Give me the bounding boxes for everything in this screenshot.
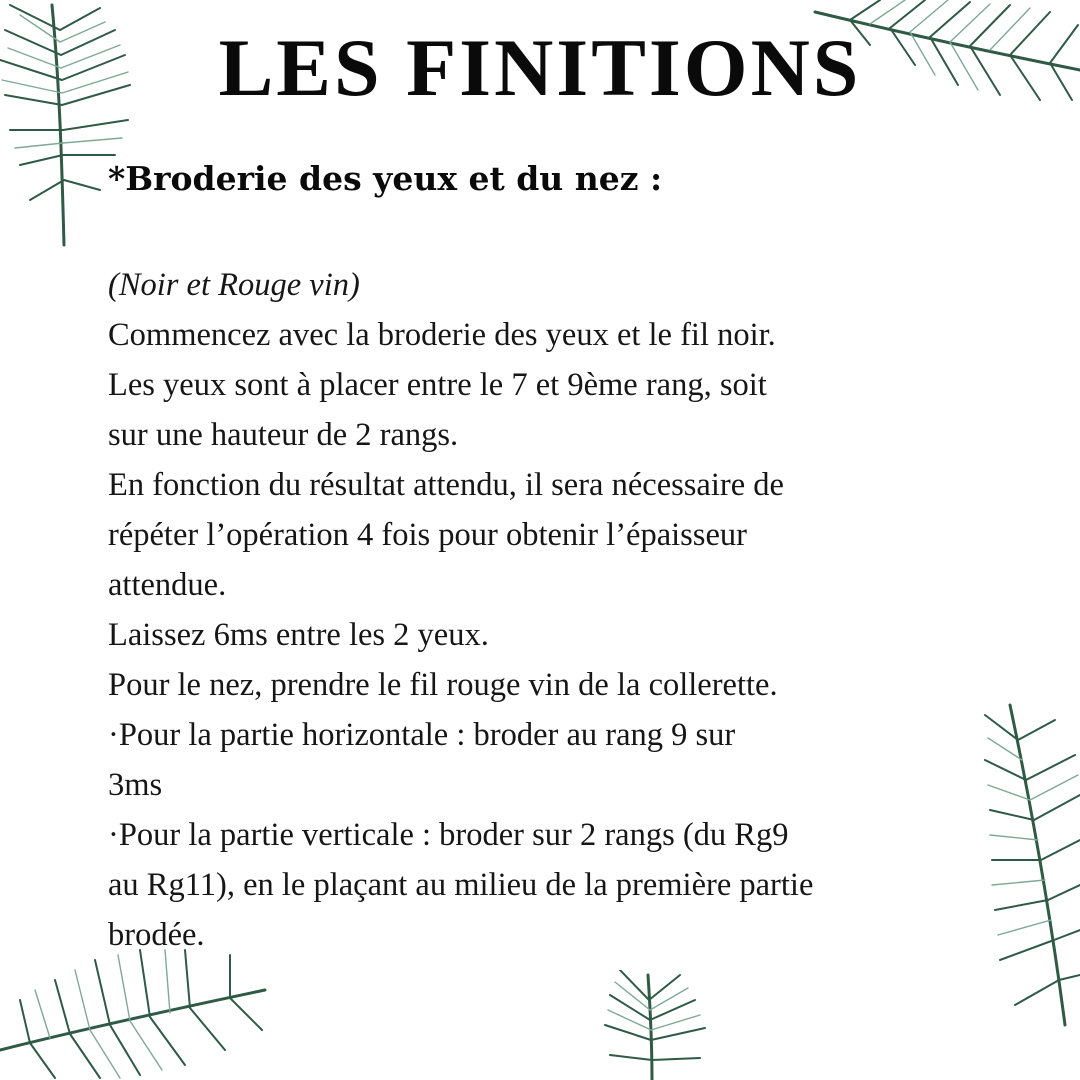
text-line: attendue. (108, 567, 227, 603)
page-title: LES FINITIONS (218, 22, 862, 113)
text-line: Commencez avec la broderie des yeux et le fil noir. (108, 317, 776, 353)
pine-branch-bottom-center-icon (590, 970, 720, 1080)
text-line: Laissez 6ms entre les 2 yeux. (108, 617, 489, 653)
text-line: 3ms (108, 767, 163, 803)
text-line: brodée. (108, 917, 205, 953)
text-line: répéter l’opération 4 fois pour obtenir l’épaisseur (108, 517, 747, 553)
text-line: au Rg11), en le plaçant au milieu de la première partie (108, 867, 814, 903)
text-line: Les yeux sont à placer entre le 7 et 9ème rang, soit (108, 367, 767, 403)
section-heading: *Broderie des yeux et du nez : (108, 159, 663, 198)
text-line: sur une hauteur de 2 rangs. (108, 417, 459, 453)
instructions-text (108, 260, 1008, 960)
text-line: En fonction du résultat attendu, il sera nécessaire de (108, 467, 784, 503)
text-line: ·Pour la partie verticale : broder sur 2 rangs (du Rg9 (108, 817, 789, 853)
text-line: ·Pour la partie horizontale : broder au rang 9 sur (108, 717, 736, 753)
text-line: Pour le nez, prendre le fil rouge vin de la collerette. (108, 667, 778, 703)
text-line: (Noir et Rouge vin) (108, 267, 360, 303)
